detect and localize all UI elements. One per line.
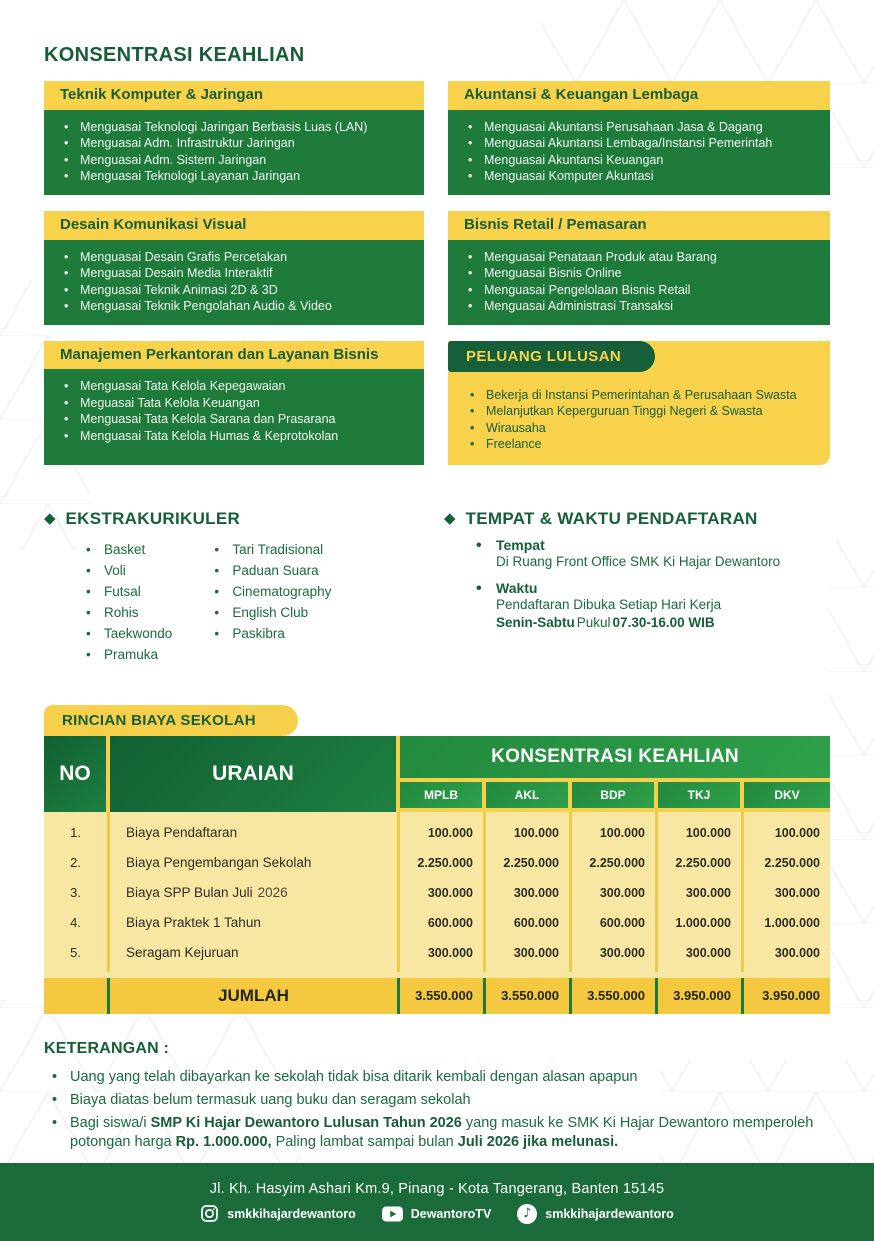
- list-item: • Rohis: [80, 602, 172, 623]
- row-number: 2.: [44, 848, 110, 878]
- pendaftaran-waktu: [472, 580, 830, 631]
- diamond-icon: ◆: [44, 510, 56, 527]
- keterangan-item: • Biaya diatas belum termasuk uang buku dan seragam sekolah: [44, 1091, 830, 1110]
- waktu-line1: Pendaftaran Dibuka Setiap Hari Kerja: [496, 597, 722, 612]
- ekstrakurikuler-title: EKSTRAKURIKULER: [65, 508, 241, 528]
- list-item: • Menguasai Teknik Pengolahan Audio & Video: [58, 298, 410, 315]
- column-header-group: KONSENTRASI KEAHLIAN: [400, 736, 830, 782]
- total-value: 3.950.000: [658, 978, 744, 1014]
- row-value: 600.000: [400, 908, 486, 938]
- row-value: 300.000: [400, 878, 486, 908]
- list-item: • Menguasai Tata Kelola Sarana dan Prasarana: [58, 411, 410, 428]
- list-item: • Basket: [80, 539, 172, 560]
- ekstrakurikuler-section: [44, 509, 444, 665]
- biaya-title-pill: RINCIAN BIAYA SEKOLAH: [44, 705, 298, 736]
- cost-table: [44, 736, 830, 1014]
- column-header-akl: AKL: [486, 782, 572, 812]
- list-item: • Menguasai Komputer Akuntasi: [462, 168, 816, 185]
- row-value: 100.000: [744, 812, 830, 848]
- list-item: • Menguasai Adm. Sistem Jaringan: [58, 152, 410, 169]
- list-item: • Melanjutkan Keperguruan Tinggi Negeri & Swasta: [464, 403, 814, 420]
- waktu-hours: 07.30-16.00 WIB: [612, 614, 715, 630]
- row-value: 2.250.000: [744, 848, 830, 878]
- row-value: 100.000: [400, 812, 486, 848]
- row-value: 100.000: [658, 812, 744, 848]
- list-item: • Menguasai Tata Kelola Kepegawaian: [58, 378, 410, 395]
- row-label: Biaya Pengembangan Sekolah: [110, 848, 400, 878]
- total-value: 3.550.000: [486, 978, 572, 1014]
- concentration-box-bdp: [448, 211, 830, 325]
- pendaftaran-title: TEMPAT & WAKTU PENDAFTARAN: [465, 508, 758, 528]
- list-item: • Wirausaha: [464, 420, 814, 437]
- list-item: • Menguasai Pengelolaan Bisnis Retail: [462, 282, 816, 299]
- list-item: • Cinematography: [208, 581, 331, 602]
- list-item: • Menguasai Penataan Produk atau Barang: [462, 249, 816, 266]
- list-item: • Freelance: [464, 436, 814, 453]
- school-address: Jl. Kh. Hasyim Ashari Km.9, Pinang - Kota Tangerang, Banten 15145: [209, 1180, 665, 1197]
- tempat-label: • Tempat: [496, 536, 545, 553]
- row-value: 2.250.000: [486, 848, 572, 878]
- concentration-box-dkv: [44, 211, 424, 325]
- row-label: Biaya Praktek 1 Tahun: [110, 908, 400, 938]
- list-item: • Menguasai Desain Grafis Percetakan: [58, 249, 410, 266]
- row-value: 300.000: [486, 938, 572, 972]
- footer-bar: [0, 1163, 874, 1241]
- box-title: Manajemen Perkantoran dan Layanan Bisnis: [44, 341, 424, 370]
- tempat-value: Di Ruang Front Office SMK Ki Hajar Dewantoro: [496, 553, 781, 569]
- row-label: Seragam Kejuruan: [110, 938, 400, 972]
- row-number: 5.: [44, 938, 110, 972]
- instagram-handle[interactable]: smkkihajardewantoro: [200, 1204, 356, 1223]
- pendaftaran-section: [444, 509, 830, 665]
- waktu-mid: Pukul: [576, 614, 611, 630]
- row-number: 3.: [44, 878, 110, 908]
- column-header-tkj: TKJ: [658, 782, 744, 812]
- list-item: • Futsal: [80, 581, 172, 602]
- row-value: 100.000: [486, 812, 572, 848]
- waktu-value: [496, 596, 796, 631]
- row-value: 300.000: [400, 938, 486, 972]
- total-value: 3.550.000: [400, 978, 486, 1014]
- list-item: • Menguasai Teknik Animasi 2D & 3D: [58, 282, 410, 299]
- peluang-lulusan-box: [448, 341, 830, 465]
- year-annotation: 2026: [257, 885, 288, 900]
- row-value: 300.000: [658, 938, 744, 972]
- list-item: • Menguasai Akuntansi Keuangan: [462, 152, 816, 169]
- row-value: 300.000: [744, 938, 830, 972]
- list-item: • Menguasai Desain Media Interaktif: [58, 265, 410, 282]
- keterangan-title: KETERANGAN :: [44, 1039, 170, 1057]
- list-item: • Taekwondo: [80, 623, 172, 644]
- list-item: • Menguasai Teknologi Jaringan Berbasis Luas (LAN): [58, 119, 410, 136]
- list-item: • Paskibra: [208, 623, 331, 644]
- concentration-box-tkj: [44, 81, 424, 195]
- total-label: JUMLAH: [110, 978, 400, 1014]
- list-item: • Menguasai Teknologi Layanan Jaringan: [58, 168, 410, 185]
- waktu-label: • Waktu: [496, 580, 538, 596]
- row-value: 300.000: [744, 878, 830, 908]
- list-item: • Meguasai Tata Kelola Keuangan: [58, 395, 410, 412]
- row-value: 2.250.000: [658, 848, 744, 878]
- row-value: 300.000: [658, 878, 744, 908]
- youtube-icon: [382, 1206, 403, 1222]
- concentration-grid: [44, 81, 830, 465]
- list-item: • Tari Tradisional: [208, 539, 331, 560]
- list-item: • Bekerja di Instansi Pemerintahan & Perusahaan Swasta: [464, 387, 814, 404]
- column-header-dkv: DKV: [744, 782, 830, 812]
- list-item: • English Club: [208, 602, 331, 623]
- row-value: 600.000: [572, 908, 658, 938]
- keterangan-item: • Bagi siswa/i SMP Ki Hajar Dewantoro Lulusan Tahun 2026 yang masuk ke SMK Ki Hajar Dewantoro memperoleh potongan harga Rp. 1.000.000, Paling lambat sampai bulan Juli 2026 jika melunasi.: [44, 1114, 830, 1152]
- keterangan-item: • Uang yang telah dibayarkan ke sekolah tidak bisa ditarik kembali dengan alasan apapun: [44, 1068, 830, 1087]
- waktu-days: Senin-Sabtu: [496, 614, 575, 630]
- instagram-icon: [200, 1204, 219, 1223]
- box-title: Teknik Komputer & Jaringan: [44, 81, 424, 110]
- box-title: Bisnis Retail / Pemasaran: [448, 211, 830, 240]
- concentration-box-akl: [448, 81, 830, 195]
- row-number: 4.: [44, 908, 110, 938]
- row-value: 300.000: [572, 938, 658, 972]
- row-value: 300.000: [572, 878, 658, 908]
- keterangan-section: [44, 1040, 830, 1152]
- pendaftaran-tempat: [472, 537, 830, 571]
- row-value: 300.000: [486, 878, 572, 908]
- ekstrakurikuler-column-2: [208, 539, 331, 665]
- column-header-no: NO: [44, 736, 110, 812]
- row-value: 600.000: [486, 908, 572, 938]
- youtube-handle[interactable]: DewantoroTV: [382, 1206, 492, 1222]
- list-item: • Menguasai Akuntansi Perusahaan Jasa & Dagang: [462, 119, 816, 136]
- row-value: 1.000.000: [658, 908, 744, 938]
- row-label: Biaya SPP Bulan Juli 2026: [110, 878, 400, 908]
- list-item: • Menguasai Akuntansi Lembaga/Instansi Pemerintah: [462, 135, 816, 152]
- total-row-empty-cell: [44, 978, 110, 1014]
- list-item: • Paduan Suara: [208, 560, 331, 581]
- list-item: • Menguasai Adm. Infrastruktur Jaringan: [58, 135, 410, 152]
- row-number: 1.: [44, 812, 110, 848]
- list-item: • Menguasai Bisnis Online: [462, 265, 816, 282]
- list-item: • Menguasai Tata Kelola Humas & Keprotokolan: [58, 428, 410, 445]
- diamond-icon: ◆: [444, 510, 456, 527]
- biaya-section: [44, 705, 830, 1014]
- row-value: 2.250.000: [400, 848, 486, 878]
- total-value: 3.950.000: [744, 978, 830, 1014]
- list-item: • Menguasai Administrasi Transaksi: [462, 298, 816, 315]
- row-value: 2.250.000: [572, 848, 658, 878]
- list-item: • Pramuka: [80, 644, 172, 665]
- peluang-lulusan-title: PELUANG LULUSAN: [448, 341, 655, 372]
- column-header-uraian: URAIAN: [110, 736, 400, 812]
- tiktok-handle[interactable]: ♪ smkkihajardewantoro: [517, 1204, 674, 1224]
- row-label: Biaya Pendaftaran: [110, 812, 400, 848]
- box-title: Desain Komunikasi Visual: [44, 211, 424, 240]
- concentration-box-mplb: [44, 341, 424, 465]
- row-value: 100.000: [572, 812, 658, 848]
- column-header-mplb: MPLB: [400, 782, 486, 812]
- tiktok-icon: ♪: [517, 1204, 537, 1224]
- box-title: Akuntansi & Keuangan Lembaga: [448, 81, 830, 110]
- list-item: • Voli: [80, 560, 172, 581]
- column-header-bdp: BDP: [572, 782, 658, 812]
- page-title: KONSENTRASI KEAHLIAN: [44, 44, 305, 66]
- total-value: 3.550.000: [572, 978, 658, 1014]
- ekstrakurikuler-column-1: [80, 539, 172, 665]
- row-value: 1.000.000: [744, 908, 830, 938]
